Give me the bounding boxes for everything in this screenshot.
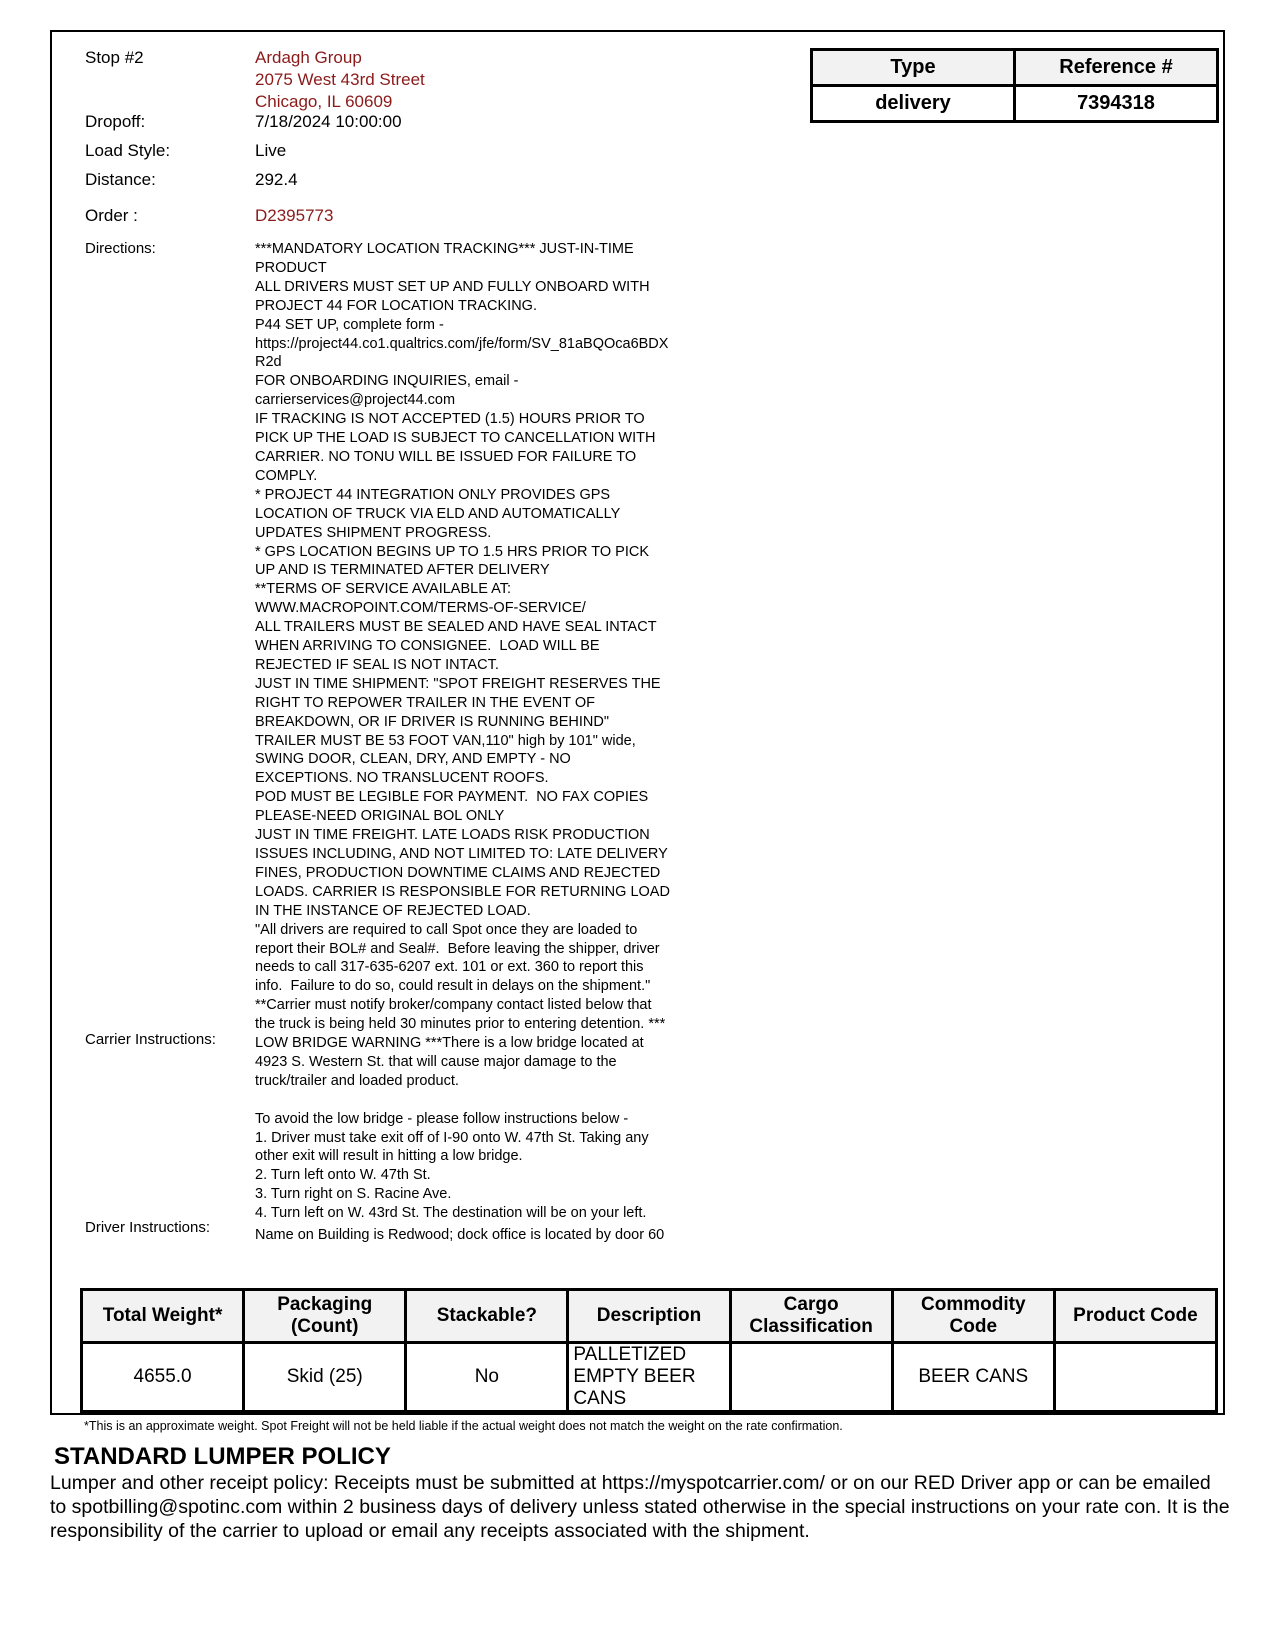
reference-value: 7394318 <box>1015 86 1218 122</box>
order-label: Order : <box>85 206 138 225</box>
driver-instructions-label: Driver Instructions: <box>85 1219 211 1236</box>
weight-footnote: *This is an approximate weight. Spot Freight will not be held liable if the actual weight does not match the weight on the rate confirmation. <box>84 1419 843 1433</box>
directions-line: IN THE INSTANCE OF REJECTED LOAD. <box>255 902 531 919</box>
reference-table <box>810 48 1219 123</box>
directions-line: 4. Turn left on W. 43rd St. The destination will be on your left. <box>255 1205 647 1222</box>
directions-line: ALL DRIVERS MUST SET UP AND FULLY ONBOARD WITH <box>255 278 650 295</box>
directions-line: * GPS LOCATION BEGINS UP TO 1.5 HRS PRIOR TO PICK <box>255 543 650 560</box>
directions-line: 2. Turn left onto W. 47th St. <box>255 1167 431 1184</box>
load-style-label: Load Style: <box>85 141 171 160</box>
directions-line: 4923 S. Western St. that will cause major damage to the <box>255 1053 617 1070</box>
total-weight-header: Total Weight* <box>82 1290 244 1343</box>
directions-line: POD MUST BE LEGIBLE FOR PAYMENT. NO FAX COPIES <box>255 789 649 806</box>
cargo-classification-header: Cargo Classification <box>730 1290 892 1343</box>
directions-line: EXCEPTIONS. NO TRANSLUCENT ROOFS. <box>255 770 549 787</box>
directions-line: To avoid the low bridge - please follow instructions below - <box>255 1110 629 1127</box>
directions-line: "All drivers are required to call Spot once they are loaded to <box>255 921 638 938</box>
directions-line: JUST IN TIME FREIGHT. LATE LOADS RISK PRODUCTION <box>255 827 650 844</box>
order-value: D2395773 <box>255 206 334 225</box>
directions-label: Directions: <box>85 240 156 257</box>
directions-line: FINES, PRODUCTION DOWNTIME CLAIMS AND REJECTED <box>255 864 661 881</box>
type-value: delivery <box>812 86 1015 122</box>
dropoff-value: 7/18/2024 10:00:00 <box>255 112 402 131</box>
stackable-header: Stackable? <box>406 1290 568 1343</box>
directions-line: 3. Turn right on S. Racine Ave. <box>255 1186 452 1203</box>
directions-line: ***MANDATORY LOCATION TRACKING*** JUST-IN-TIME <box>255 241 634 257</box>
directions-line: ISSUES INCLUDING, AND NOT LIMITED TO: LATE DELIVERY <box>255 846 668 862</box>
stop-label: Stop #2 <box>85 48 144 67</box>
policy-text: Lumper and other receipt policy: Receipts must be submitted at https://myspotcarrier.com/ or on our RED Driver app or can be emailed to spotbilling@spotinc.com within 2 business days of delivery unless stated otherwise in the special instructions on your rate con. It is the responsibility of the carrier to upload or email any receipts associated with the shipment. <box>50 1472 1230 1542</box>
directions-line: R2d <box>255 354 282 371</box>
dropoff-label: Dropoff: <box>85 112 146 131</box>
directions-line: PRODUCT <box>255 259 327 276</box>
directions-line: REJECTED IF SEAL IS NOT INTACT. <box>255 656 499 673</box>
directions-line: LOW BRIDGE WARNING ***There is a low bridge located at <box>255 1035 644 1052</box>
stop-address <box>255 47 425 113</box>
type-header: Type <box>812 50 1015 86</box>
cargo-classification-cell <box>730 1343 892 1412</box>
directions-line: **Carrier must notify broker/company contact listed below that <box>255 997 652 1014</box>
product-code-header: Product Code <box>1054 1290 1216 1343</box>
directions-line: P44 SET UP, complete form - <box>255 316 444 333</box>
driver-instructions-value: Name on Building is Redwood; dock office is located by door 60 <box>255 1227 665 1243</box>
directions-line: BREAKDOWN, OR IF DRIVER IS RUNNING BEHIND" <box>255 713 609 730</box>
directions-line: COMPLY. <box>255 467 318 484</box>
directions-line: LOCATION OF TRUCK VIA ELD AND AUTOMATICALLY <box>255 505 621 522</box>
directions-line: CARRIER. NO TONU WILL BE ISSUED FOR FAILURE TO <box>255 448 637 465</box>
directions-line: info. Failure to do so, could result in delays on the shipment." <box>255 978 651 995</box>
cargo-header-row <box>82 1290 1217 1343</box>
company-name: Ardagh Group <box>255 48 362 67</box>
directions-line: * PROJECT 44 INTEGRATION ONLY PROVIDES GPS <box>255 486 611 503</box>
description-cell: PALLETIZED EMPTY BEER CANS <box>568 1343 730 1412</box>
stackable-cell: No <box>406 1343 568 1412</box>
directions-line: IF TRACKING IS NOT ACCEPTED (1.5) HOURS PRIOR TO <box>255 411 645 428</box>
directions-line: PLEASE-NEED ORIGINAL BOL ONLY <box>255 808 505 825</box>
packaging-header: Packaging (Count) <box>244 1290 406 1343</box>
directions-line: other exit will result in hitting a low bridge. <box>255 1148 523 1165</box>
policy-title: STANDARD LUMPER POLICY <box>54 1443 391 1470</box>
commodity-code-header: Commodity Code <box>892 1290 1054 1343</box>
address-line-2: Chicago, IL 60609 <box>255 92 393 111</box>
table-row <box>82 1343 1217 1412</box>
packaging-cell: Skid (25) <box>244 1343 406 1412</box>
product-code-cell <box>1054 1343 1216 1412</box>
directions-line: 1. Driver must take exit off of I-90 onto W. 47th St. Taking any <box>255 1129 649 1146</box>
distance-label: Distance: <box>85 170 156 189</box>
distance-value: 292.4 <box>255 170 298 189</box>
directions-line: carrierservices@project44.com <box>255 392 456 409</box>
directions-line: UPDATES SHIPMENT PROGRESS. <box>255 524 492 541</box>
directions-line: RIGHT TO REPOWER TRAILER IN THE EVENT OF <box>255 694 596 711</box>
directions-line: SWING DOOR, CLEAN, DRY, AND EMPTY - NO <box>255 751 571 768</box>
directions-line: https://project44.co1.qualtrics.com/jfe/form/SV_81aBQOca6BDX <box>255 335 669 352</box>
directions-line: the truck is being held 30 minutes prior to entering detention. *** <box>255 1016 666 1033</box>
directions-text <box>255 240 735 1223</box>
total-weight-cell: 4655.0 <box>82 1343 244 1412</box>
directions-line: PICK UP THE LOAD IS SUBJECT TO CANCELLATION WITH <box>255 430 656 447</box>
directions-line: WHEN ARRIVING TO CONSIGNEE. LOAD WILL BE <box>255 638 600 655</box>
description-header: Description <box>568 1290 730 1343</box>
carrier-instructions-label: Carrier Instructions: <box>85 1031 216 1048</box>
directions-line: LOADS. CARRIER IS RESPONSIBLE FOR RETURNING LOAD <box>255 883 670 900</box>
directions-line: PROJECT 44 FOR LOCATION TRACKING. <box>255 297 537 314</box>
directions-line: truck/trailer and loaded product. <box>255 1072 459 1089</box>
directions-line: FOR ONBOARDING INQUIRIES, email - <box>255 373 519 390</box>
directions-line: JUST IN TIME SHIPMENT: "SPOT FREIGHT RESERVES THE <box>255 675 661 692</box>
directions-line: ALL TRAILERS MUST BE SEALED AND HAVE SEAL INTACT <box>255 619 657 636</box>
directions-line: TRAILER MUST BE 53 FOOT VAN,110" high by 101" wide, <box>255 732 636 749</box>
directions-line: UP AND IS TERMINATED AFTER DELIVERY <box>255 562 550 579</box>
commodity-code-cell: BEER CANS <box>892 1343 1054 1412</box>
directions-line <box>255 1091 735 1110</box>
address-line-1: 2075 West 43rd Street <box>255 70 425 89</box>
directions-line: report their BOL# and Seal#. Before leaving the shipper, driver <box>255 940 660 957</box>
cargo-table <box>80 1288 1218 1413</box>
directions-line: WWW.MACROPOINT.COM/TERMS-OF-SERVICE/ <box>255 600 586 617</box>
load-style-value: Live <box>255 141 287 160</box>
directions-line: needs to call 317-635-6207 ext. 101 or ext. 360 to report this <box>255 959 644 976</box>
reference-header: Reference # <box>1015 50 1218 86</box>
directions-line: **TERMS OF SERVICE AVAILABLE AT: <box>255 581 511 598</box>
